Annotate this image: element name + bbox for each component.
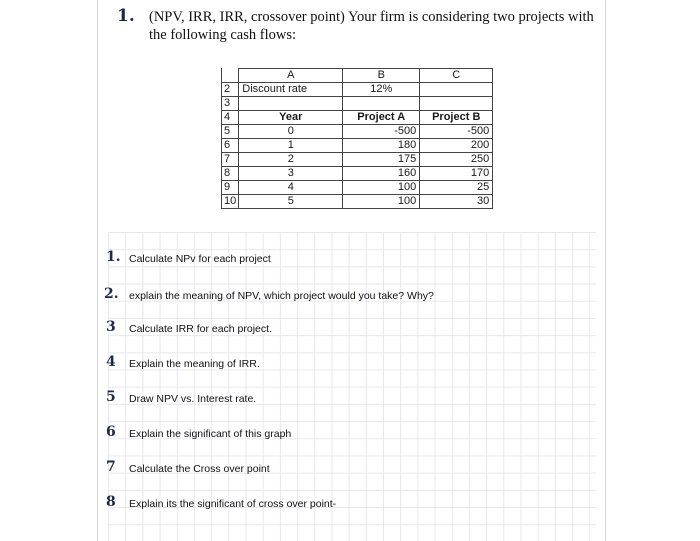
project-b-cell: 250 <box>420 153 493 167</box>
row-number: 5 <box>222 125 239 139</box>
project-a-cell: 175 <box>343 153 420 167</box>
question-text: Explain the significant of this graph <box>129 428 292 440</box>
year-cell: 2 <box>239 153 343 167</box>
project-b-cell: 200 <box>420 139 493 153</box>
project-b-header: Project B <box>420 111 493 125</box>
question-text: Explain its the significant of cross over point- <box>129 498 337 510</box>
cash-flow-table <box>221 68 493 209</box>
discount-rate-label: Discount rate <box>239 83 343 97</box>
table-cell <box>239 97 343 111</box>
row-number: 7 <box>222 153 239 167</box>
discount-rate-value: 12% <box>343 83 420 97</box>
table-row <box>222 139 493 153</box>
question-text: Calculate NPv for each project <box>129 253 271 265</box>
question-number: 4 <box>106 354 116 370</box>
table-cell <box>420 97 493 111</box>
year-cell: 3 <box>239 167 343 181</box>
row-number: 10 <box>222 195 239 209</box>
column-letter-a: A <box>239 69 343 83</box>
corner-cell <box>222 69 239 83</box>
question-text: Calculate IRR for each project. <box>129 323 272 335</box>
question-number: 7 <box>106 459 116 475</box>
year-header: Year <box>239 111 343 125</box>
table-row <box>222 181 493 195</box>
table-row <box>222 195 493 209</box>
question-number: 3 <box>106 319 116 335</box>
table-cell <box>343 97 420 111</box>
table-row <box>222 111 493 125</box>
table-row <box>222 153 493 167</box>
project-a-cell: -500 <box>343 125 420 139</box>
table-row <box>222 83 493 97</box>
year-cell: 1 <box>239 139 343 153</box>
row-number: 2 <box>222 83 239 97</box>
table-row <box>222 167 493 181</box>
column-letter-b: B <box>343 69 420 83</box>
project-a-cell: 160 <box>343 167 420 181</box>
question-text: Draw NPV vs. Interest rate. <box>129 393 257 405</box>
project-b-cell: 30 <box>420 195 493 209</box>
project-a-cell: 100 <box>343 195 420 209</box>
question-number: 5 <box>106 389 116 405</box>
question-number: 2. <box>104 286 119 302</box>
year-cell: 5 <box>239 195 343 209</box>
project-b-cell: 170 <box>420 167 493 181</box>
column-letter-c: C <box>420 69 493 83</box>
question-text: Explain the meaning of IRR. <box>129 358 260 370</box>
question-text: Calculate the Cross over point <box>129 463 270 475</box>
question-number: 8 <box>106 494 116 510</box>
row-number: 6 <box>222 139 239 153</box>
question-text: explain the meaning of NPV, which project would you take? Why? <box>129 290 434 302</box>
question-number: 6 <box>106 424 116 440</box>
table-column-header-row <box>222 69 493 83</box>
graph-paper-background <box>108 232 596 541</box>
header-number: 1. <box>117 6 135 26</box>
year-cell: 4 <box>239 181 343 195</box>
project-b-cell: -500 <box>420 125 493 139</box>
project-a-cell: 100 <box>343 181 420 195</box>
problem-statement: (NPV, IRR, IRR, crossover point) Your firm is considering two projects with the following cash flows: <box>149 9 594 43</box>
project-a-header: Project A <box>343 111 420 125</box>
table-row <box>222 125 493 139</box>
project-a-cell: 180 <box>343 139 420 153</box>
row-number: 4 <box>222 111 239 125</box>
table-cell <box>420 83 493 97</box>
row-number: 3 <box>222 97 239 111</box>
project-b-cell: 25 <box>420 181 493 195</box>
year-cell: 0 <box>239 125 343 139</box>
row-number: 8 <box>222 167 239 181</box>
table-row <box>222 97 493 111</box>
question-number: 1. <box>106 249 121 265</box>
row-number: 9 <box>222 181 239 195</box>
